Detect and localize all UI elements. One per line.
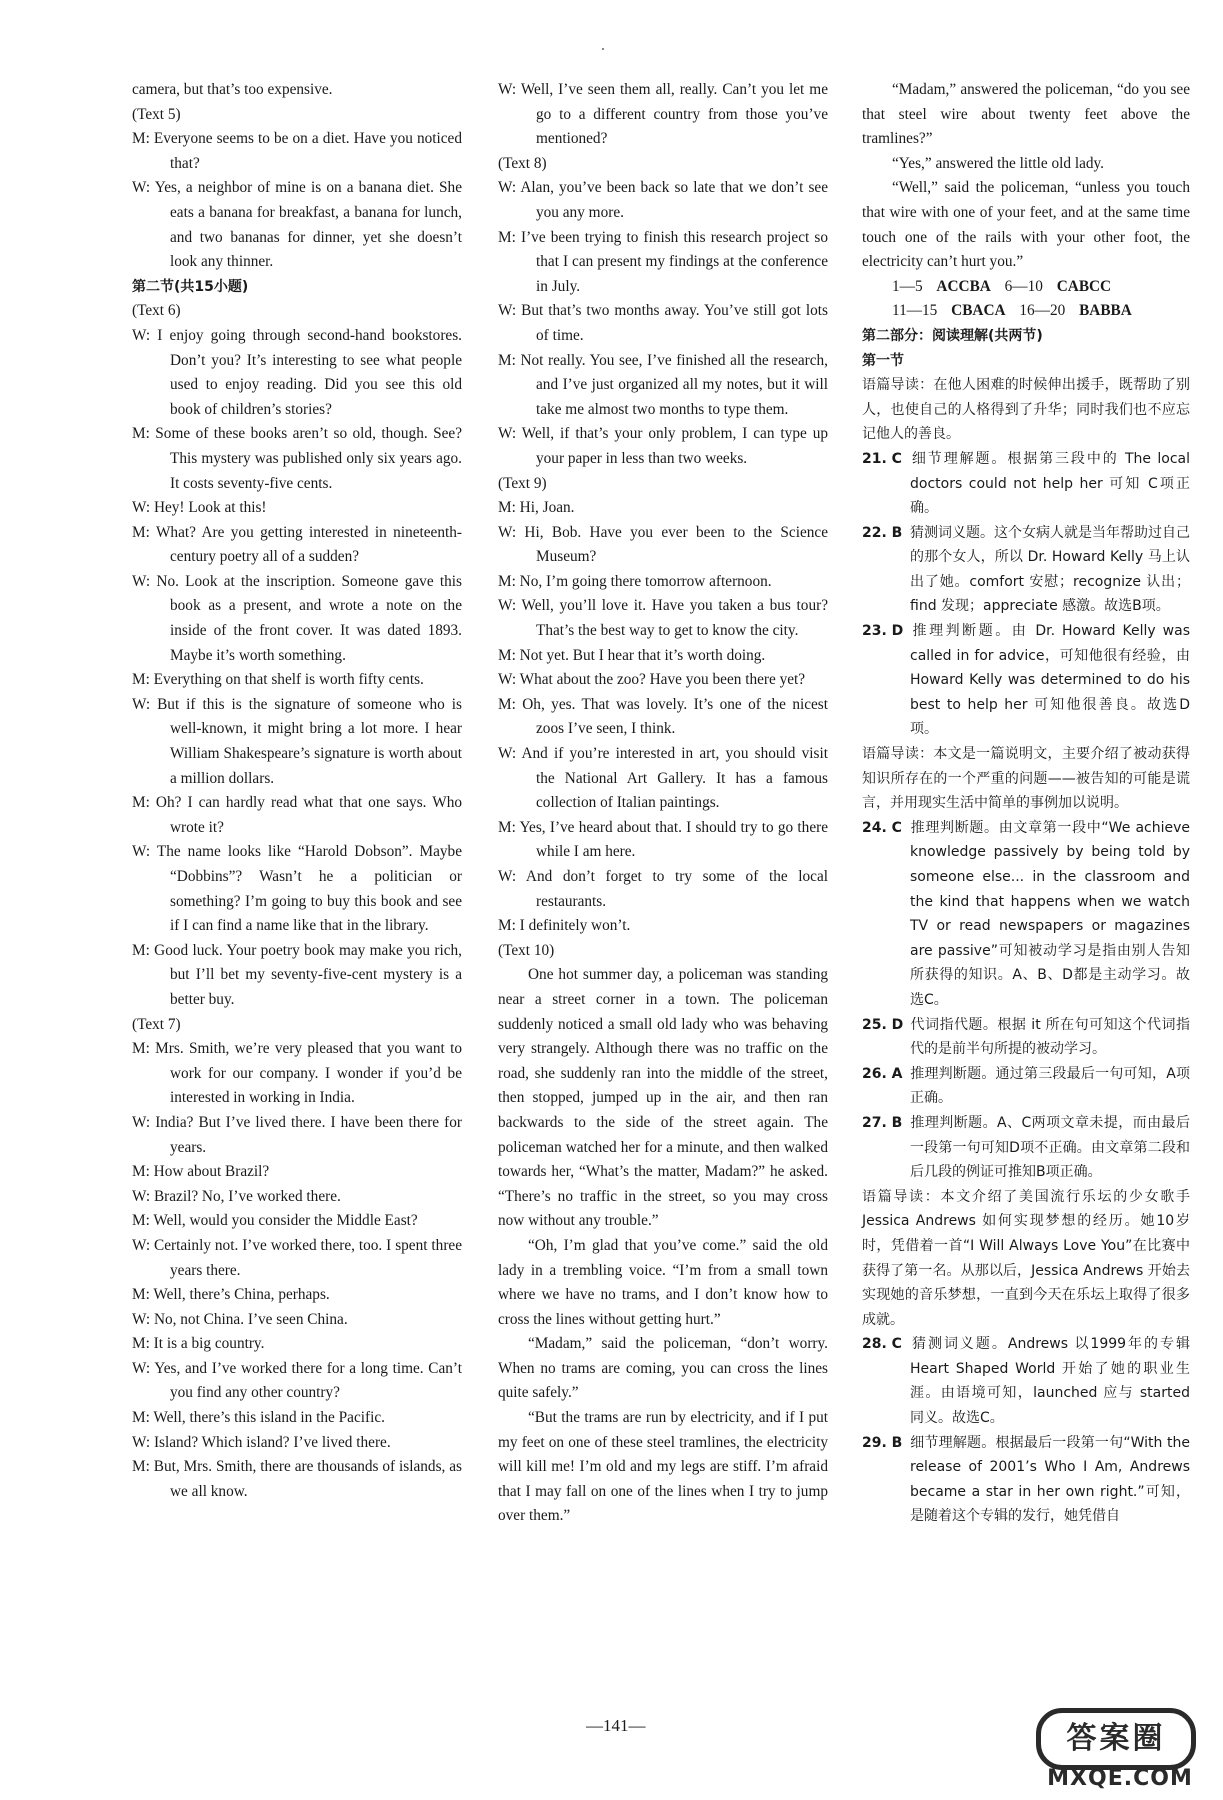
paragraph: M: Well, there’s this island in the Pacific. xyxy=(132,1409,385,1427)
column-2 xyxy=(498,78,828,1529)
item-explanation: 推理判断题。由文章第一段中“We achieve knowledge passively by being told by someone else... in the classroom and the kind that happens when we watch TV or read newspapers or magazines are passive”可知被动学习是指由别人告知所获得的知识。A、B、D都是主动学习。故选C。 xyxy=(910,819,1190,1008)
item-explanation: 猜测词义题。Andrews 以1999年的专辑 Heart Shaped World 开始了她的职业生涯。由语境可知，launched 应与 started 同义。故选C。 xyxy=(910,1336,1190,1427)
part-heading: 第二部分：阅读理解(共两节) xyxy=(862,327,1043,344)
paragraph: M: Not yet. But I hear that it’s worth doing. xyxy=(498,646,766,664)
answer-item xyxy=(862,1332,1190,1430)
text-label: (Text 9) xyxy=(498,474,547,492)
paragraph: M: Not really. You see, I’ve finished all the research, and I’ve just organized all my notes, but it will take me almost two months to type them. xyxy=(498,351,828,418)
paragraph: W: Yes, and I’ve worked there for a long time. Can’t you find any other country? xyxy=(132,1359,462,1402)
text-label: (Text 5) xyxy=(132,105,181,123)
answer-key: CBACA xyxy=(951,302,1006,320)
item-explanation: 细节理解题。根据最后一段第一句“With the release of 2001’s Who I Am, Andrews became a star in her own right.”可知，是随着这个专辑的发行，她凭借自 xyxy=(910,1434,1190,1525)
column-3 xyxy=(862,78,1190,1529)
item-number: 23. D xyxy=(862,623,904,640)
text-label: (Text 8) xyxy=(498,154,547,172)
item-explanation: 推理判断题。由 Dr. Howard Kelly was called in for advice，可知他很有经验，由 Howard Kelly was determined to do his best to help her 可知他很善良。故选D项。 xyxy=(910,623,1190,738)
watermark-logo xyxy=(1030,1708,1210,1792)
paragraph: W: But that’s two months away. You’ve still got lots of time. xyxy=(498,302,828,344)
paragraph: “But the trams are run by electricity, and if I put my feet on one of these steel tramlines, the electricity will kill me! I’m old and my legs are stiff. I’m afraid that I may fall on one of the lines when I try to jump over them.” xyxy=(498,1409,828,1525)
paragraph: W: No. Look at the inscription. Someone gave this book as a present, and wrote a note on the inside of the front cover. It was dated 1893. Maybe it’s worth something. xyxy=(132,572,462,664)
item-number: 24. C xyxy=(862,819,902,836)
item-number: 21. C xyxy=(862,450,902,467)
answer-item xyxy=(862,816,1190,1013)
paragraph: W: And don’t forget to try some of the local restaurants. xyxy=(498,868,828,910)
answer-range: 1—5 xyxy=(892,277,923,295)
answer-item xyxy=(862,1111,1190,1185)
paragraph: One hot summer day, a policeman was standing near a street corner in a town. The policeman suddenly noticed a small old lady who was behaving very strangely. Although there was no traffic on the road, she suddenly ran into the middle of the street, then stopped, jumped up in the air, and then ran backwards to the side of the street again. The policeman watched her for a minute, and then walked towards her, “What’s the matter, Madam?” he asked. “There’s no traffic in the street, so you may cross now without any trouble.” xyxy=(498,966,828,1230)
paragraph: M: Oh? I can hardly read what that one says. Who wrote it? xyxy=(132,794,462,836)
paragraph: “Yes,” answered the little old lady. xyxy=(892,154,1104,172)
paragraph: M: How about Brazil? xyxy=(132,1163,270,1181)
paragraph: W: Island? Which island? I’ve lived there. xyxy=(132,1433,391,1451)
paragraph: M: Oh, yes. That was lovely. It’s one of the nicest zoos I’ve seen, I think. xyxy=(498,695,828,738)
item-explanation: 推理判断题。通过第三段最后一句可知，A项正确。 xyxy=(910,1065,1190,1107)
logo-text: 答案圈 xyxy=(1036,1708,1196,1770)
text-label: (Text 7) xyxy=(132,1015,181,1033)
paragraph: M: It is a big country. xyxy=(132,1335,265,1353)
paragraph: M: But, Mrs. Smith, there are thousands of islands, as we all know. xyxy=(132,1458,462,1500)
paragraph: “Madam,” answered the policeman, “do you see that steel wire about twenty feet above the tramlines?” xyxy=(862,81,1190,148)
paragraph: W: India? But I’ve lived there. I have been there for years. xyxy=(132,1113,462,1156)
paragraph: M: Everything on that shelf is worth fifty cents. xyxy=(132,671,424,689)
text-label: (Text 6) xyxy=(132,302,181,320)
paragraph: W: But if this is the signature of someone who is well-known, it might bring a lot more. I hear William Shakespeare’s signature is worth about a million dollars. xyxy=(132,695,462,787)
paragraph: camera, but that’s too expensive. xyxy=(132,81,333,98)
answer-item xyxy=(862,1013,1190,1062)
answer-row-2 xyxy=(862,299,1190,324)
paragraph: W: Certainly not. I’ve worked there, too. I spent three years there. xyxy=(132,1236,462,1279)
passage-guide: 语篇导读：在他人困难的时候伸出援手，既帮助了别人，也使自己的人格得到了升华；同时我们也不应忘记他人的善良。 xyxy=(862,377,1190,443)
paragraph: W: Hey! Look at this! xyxy=(132,499,267,517)
item-explanation: 推理判断题。A、C两项文章未提，而由最后一段第一句可知D项不正确。由文章第二段和后几段的例证可推知B项正确。 xyxy=(910,1114,1190,1181)
item-explanation: 猜测词义题。这个女病人就是当年帮助过自己的那个女人，所以 Dr. Howard Kelly 马上认出了她。comfort 安慰；recognize 认出；find 发现；appreciate 感激。故选B项。 xyxy=(910,524,1190,615)
answer-key: BABBA xyxy=(1079,302,1132,320)
paragraph: “Madam,” said the policeman, “don’t worry. When no trams are coming, you can cross the lines quite safely.” xyxy=(498,1335,828,1402)
paragraph: W: And if you’re interested in art, you should visit the National Art Gallery. It has a famous collection of Italian paintings. xyxy=(498,745,828,812)
text-label: (Text 10) xyxy=(498,941,555,959)
page-number: —141— xyxy=(586,1716,646,1735)
item-explanation: 代词指代题。根据 it 所在句可知这个代词指代的是前半句所提的被动学习。 xyxy=(910,1016,1190,1058)
item-number: 26. A xyxy=(862,1065,903,1082)
paragraph: M: Well, would you consider the Middle East? xyxy=(132,1212,418,1230)
answer-row-1 xyxy=(862,275,1190,300)
paragraph: W: Alan, you’ve been back so late that we don’t see you any more. xyxy=(498,179,828,221)
section-heading: 第一节 xyxy=(862,352,904,369)
paragraph: M: What? Are you getting interested in nineteenth-century poetry all of a sudden? xyxy=(132,523,462,566)
paragraph: W: Yes, a neighbor of mine is on a banana diet. She eats a banana for breakfast, a banana for lunch, and two bananas for dinner, yet she doesn’t look any thinner. xyxy=(132,179,462,271)
passage-guide: 语篇导读：本文是一篇说明文，主要介绍了被动获得知识所存在的一个严重的问题——被告知的可能是谎言，并用现实生活中简单的事例加以说明。 xyxy=(862,746,1190,812)
answer-item xyxy=(862,1062,1190,1111)
paragraph: “Well,” said the policeman, “unless you touch that wire with one of your feet, and at the same time touch one of the rails with your other foot, the electricity can’t hurt you.” xyxy=(862,179,1190,271)
paragraph: M: I’ve been trying to finish this research project so that I can present my findings at the conference in July. xyxy=(498,228,828,295)
speck xyxy=(602,48,604,50)
answer-range: 11—15 xyxy=(892,302,938,320)
item-number: 29. B xyxy=(862,1434,903,1451)
item-number: 28. C xyxy=(862,1336,902,1353)
paragraph: W: Well, I’ve seen them all, really. Can’t you let me go to a different country from those you’ve mentioned? xyxy=(498,81,828,148)
answer-item xyxy=(862,447,1190,521)
paragraph: M: Some of these books aren’t so old, though. See? This mystery was published only six years ago. It costs seventy-five cents. xyxy=(132,425,462,492)
paragraph: M: Yes, I’ve heard about that. I should try to go there while I am here. xyxy=(498,818,828,861)
answer-item xyxy=(862,1431,1190,1529)
paragraph: W: No, not China. I’ve seen China. xyxy=(132,1310,348,1328)
paragraph: W: What about the zoo? Have you been there yet? xyxy=(498,671,806,689)
answer-item xyxy=(862,521,1190,619)
paragraph: M: Well, there’s China, perhaps. xyxy=(132,1286,330,1304)
paragraph: W: The name looks like “Harold Dobson”. Maybe “Dobbins”? Wasn’t he a politician or something? I’m going to buy this book and see if I can find a name like that in the library. xyxy=(132,843,462,935)
paragraph: M: Hi, Joan. xyxy=(498,499,575,517)
paragraph: “Oh, I’m glad that you’ve come.” said the old lady in a trembling voice. “I’m from a small town where we have no trams, and I don’t know how to cross the lines without getting hurt.” xyxy=(498,1236,828,1328)
paragraph: W: Brazil? No, I’ve worked there. xyxy=(132,1187,341,1205)
paragraph: W: Hi, Bob. Have you ever been to the Science Museum? xyxy=(498,523,828,566)
paragraph: W: I enjoy going through second-hand bookstores. Don’t you? It’s interesting to see what people used to enjoy reading. Did you see this old book of children’s stories? xyxy=(132,326,462,418)
item-number: 27. B xyxy=(862,1114,903,1131)
column-1 xyxy=(132,78,462,1504)
paragraph: M: I definitely won’t. xyxy=(498,917,631,935)
item-number: 25. D xyxy=(862,1016,904,1033)
answer-range: 16—20 xyxy=(1019,302,1066,320)
logo-url: MXQE.COM xyxy=(1047,1766,1193,1791)
answer-range: 6—10 xyxy=(1004,277,1043,295)
paragraph: M: Good luck. Your poetry book may make you rich, but I’ll bet my seventy-five-cent mystery is a better buy. xyxy=(132,941,462,1008)
paragraph: M: Mrs. Smith, we’re very pleased that you want to work for our company. I wonder if you’d be interested in working in India. xyxy=(132,1040,462,1107)
paragraph: M: Everyone seems to be on a diet. Have you noticed that? xyxy=(132,130,462,172)
section-heading: 第二节(共15小题) xyxy=(132,278,249,295)
item-number: 22. B xyxy=(862,524,903,541)
paragraph: W: Well, you’ll love it. Have you taken a bus tour? That’s the best way to get to know the city. xyxy=(498,597,828,640)
answer-key: ACCBA xyxy=(936,277,991,295)
answer-key: CABCC xyxy=(1056,277,1112,295)
item-explanation: 细节理解题。根据第三段中的 The local doctors could not help her 可知 C项正确。 xyxy=(910,450,1190,517)
passage-guide: 语篇导读：本文介绍了美国流行乐坛的少女歌手 Jessica Andrews 如何实现梦想的经历。她10岁时，凭借着一首“I Will Always Love You”在比赛中获得了第一名。从那以后，Jessica Andrews 开始去实现她的音乐梦想，一直到今天在乐坛上取得了很多成就。 xyxy=(862,1188,1190,1328)
paragraph: W: Well, if that’s your only problem, I can type up your paper in less than two weeks. xyxy=(498,425,828,467)
paragraph: M: No, I’m going there tomorrow afternoon. xyxy=(498,572,772,590)
answer-item xyxy=(862,619,1190,742)
